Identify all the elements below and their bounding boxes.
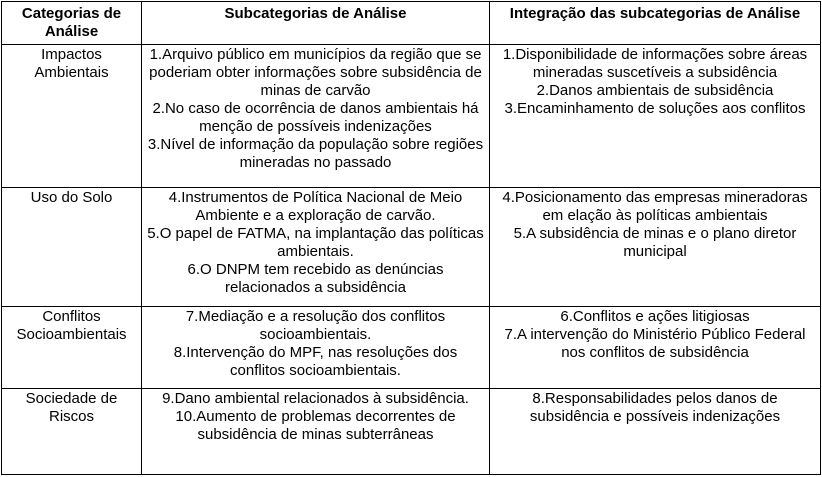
category-cell: Sociedade de Riscos [2, 388, 142, 474]
list-item: 5.A subsidência de minas e o plano diretor municipal [513, 225, 797, 261]
list-item: 2.Danos ambientais de subsidência [536, 82, 774, 99]
table-row [2, 388, 821, 474]
list-item: 3.Encaminhamento de soluções aos conflitos [504, 100, 806, 117]
header-row [2, 2, 821, 45]
subcategories-cell [142, 388, 490, 474]
list-item: 1.Arquivo público em municípios da região que se poderiam obter informações sobre subsidência de minas de carvão [149, 46, 482, 99]
subcategories-cell [142, 306, 490, 388]
subcategories-cell [142, 45, 490, 188]
analysis-table [1, 1, 821, 475]
integration-cell [490, 388, 821, 474]
header-integration: Integração das subcategorias de Análise [490, 2, 821, 45]
list-item: 8.Responsabilidades pelos danos de subsidência e possíveis indenizações [529, 389, 781, 425]
table-row [2, 45, 821, 188]
category-cell: Conflitos Socioambientais [2, 306, 142, 388]
list-item: 4.Instrumentos de Política Nacional de Meio Ambiente e a exploração de carvão. [168, 189, 463, 225]
list-item: 7.A intervenção do Ministério Público Federal nos conflitos de subsidência [504, 325, 806, 361]
category-cell: Uso do Solo [2, 188, 142, 306]
table-row [2, 188, 821, 306]
table-row [2, 306, 821, 388]
list-item: 5.O papel de FATMA, na implantação das políticas ambientais. [147, 225, 484, 261]
list-item: 10.Aumento de problemas decorrentes de subsidência de minas subterrâneas [175, 407, 456, 443]
category-cell: Impactos Ambientais [2, 45, 142, 188]
header-subcategories: Subcategorias de Análise [142, 2, 490, 45]
list-item: 6.Conflitos e ações litigiosas [560, 307, 750, 325]
list-item: 4.Posicionamento das empresas mineradoras em elação às políticas ambientais [502, 189, 808, 225]
list-item: 7.Mediação e a resolução dos conflitos socioambientais. [185, 307, 446, 343]
list-item: 1.Disponibilidade de informações sobre áreas mineradas suscetíveis a subsidência [502, 46, 808, 81]
integration-cell [490, 306, 821, 388]
list-item: 2.No caso de ocorrência de danos ambientais há menção de possíveis indenizações [152, 100, 479, 135]
integration-cell [490, 45, 821, 188]
list-item: 8.Intervenção do MPF, nas resoluções dos conflitos socioambientais. [173, 343, 458, 379]
subcategories-cell [142, 188, 490, 306]
header-categories: Categorias de Análise [2, 2, 142, 45]
list-item: 9.Dano ambiental relacionados à subsidência. [162, 389, 469, 407]
integration-cell [490, 188, 821, 306]
list-item: 3.Nível de informação da população sobre regiões mineradas no passado [147, 136, 484, 171]
list-item: 6.O DNPM tem recebido as denúncias relacionados a subsidência [187, 261, 444, 297]
